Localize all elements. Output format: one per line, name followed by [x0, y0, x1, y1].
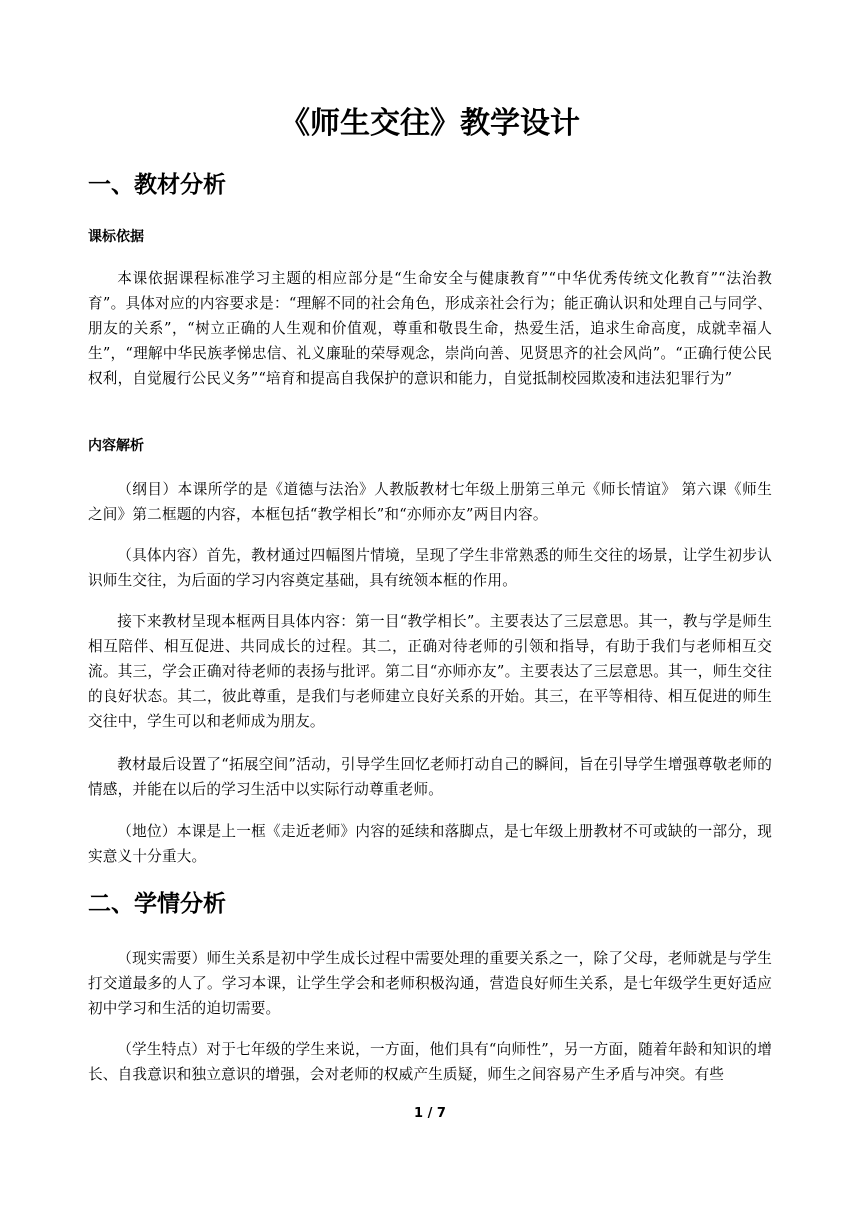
paragraph-extension-space: 教材最后设置了“拓展空间”活动，引导学生回忆老师打动自己的瞬间，旨在引导学生增强尊敬老师的情感，并能在以后的学习生活中以实际行动尊重老师。 [88, 756, 772, 798]
paragraph-position: （地位）本课是上一框《走近老师》内容的延续和落脚点，是七年级上册教材不可或缺的一部分，现实意义十分重大。 [88, 823, 772, 865]
document-title: 《师生交往》教学设计 [280, 106, 580, 141]
section-heading-learner-analysis: 二、学情分析 [88, 891, 226, 917]
current-page: 1 [414, 1106, 424, 1121]
paragraph-student-traits: （学生特点）对于七年级的学生来说，一方面，他们具有“向师性”，另一方面，随着年龄和知识的增长、自我意识和独立意识的增强，会对老师的权威产生质疑，师生之间容易产生矛盾与冲突。有些 [88, 1041, 772, 1083]
page-number: 1 / 7 [414, 1106, 446, 1121]
paragraph-outline: （纲目）本课所学的是《道德与法治》人教版教材七年级上册第三单元《师长情谊》 第六课《师生之间》第二框题的内容，本框包括“教学相长”和“亦师亦友”两目内容。 [88, 481, 772, 523]
paragraph-two-sections: 接下来教材呈现本框两目具体内容：第一目“教学相长”。主要表达了三层意思。其一，教与学是师生相互陪伴、相互促进、共同成长的过程。其二，正确对待老师的引领和指导，有助于我们与老师相互交流。其三，学会正确对待老师的表扬与批评。第二目“亦师亦友”。主要表达了三层意思。其一，师生交往的良好状态。其二，彼此尊重，是我们与老师建立良好关系的开始。其三，在平等相待、相互促进的师生交往中，学生可以和老师成为朋友。 [88, 613, 772, 730]
section-heading-textbook-analysis: 一、教材分析 [88, 172, 226, 198]
subheading-content-analysis: 内容解析 [88, 438, 144, 454]
paragraph-curriculum-basis: 本课依据课程标准学习主题的相应部分是“生命安全与健康教育”“中华优秀传统文化教育”“法治教育”。具体对应的内容要求是：“理解不同的社会角色，形成亲社会行为；能正确认识和处理自己与同学、朋友的关系”，“树立正确的人生观和价值观，尊重和敬畏生命，热爱生活，追求生命高度，成就幸福人生”，“理解中华民族孝悌忠信、礼义廉耻的荣辱观念，崇尚向善、见贤思齐的社会风尚”。“正确行使公民权利，自觉履行公民义务”“培育和提高自我保护的意识和能力，自觉抵制校园欺凌和违法犯罪行为” [88, 270, 772, 387]
subheading-curriculum-basis: 课标依据 [88, 229, 144, 245]
total-pages: 7 [436, 1106, 446, 1121]
paragraph-specific-content: （具体内容）首先，教材通过四幅图片情境，呈现了学生非常熟悉的师生交往的场景，让学生初步认识师生交往，为后面的学习内容奠定基础，具有统领本框的作用。 [88, 547, 772, 589]
paragraph-real-needs: （现实需要）师生关系是初中学生成长过程中需要处理的重要关系之一，除了父母，老师就是与学生打交道最多的人了。学习本课，让学生学会和老师积极沟通，营造良好师生关系，是七年级学生更好适应初中学习和生活的迫切需要。 [88, 950, 772, 1017]
